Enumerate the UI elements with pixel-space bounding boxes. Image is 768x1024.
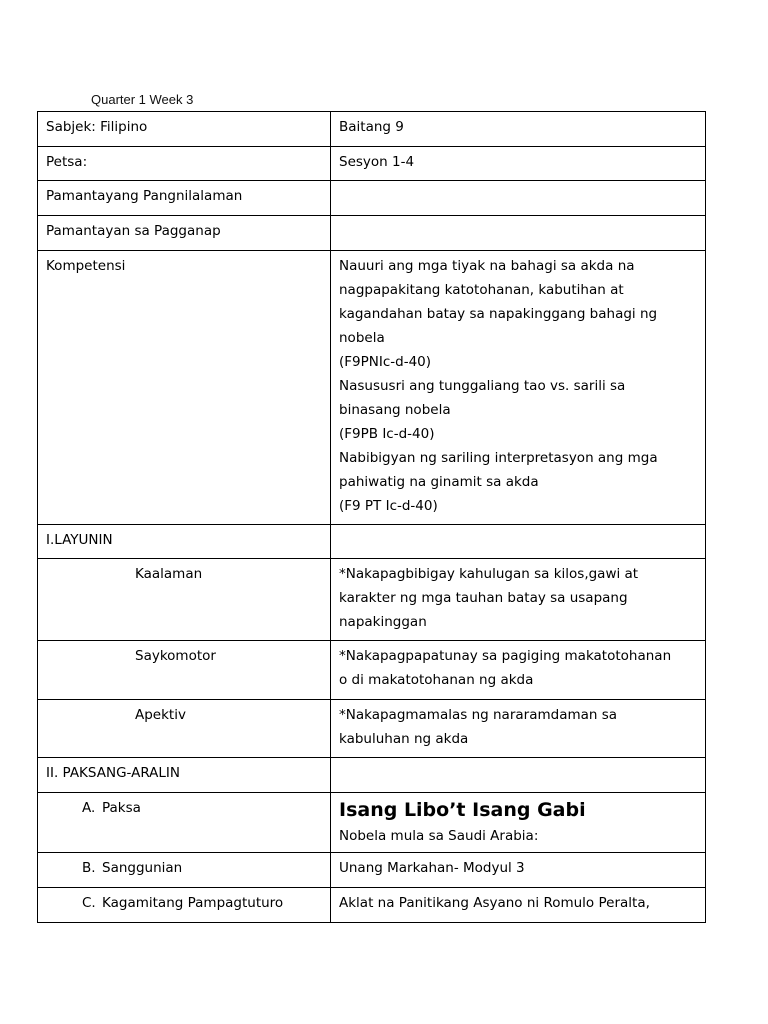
- paksa-label: [38, 793, 331, 853]
- pangnilalaman-label: Pamantayang Pangnilalaman: [38, 181, 331, 216]
- saykomotor-line: o di makatotohanan ng akda: [339, 672, 534, 688]
- pagganap-value: [331, 216, 706, 251]
- saykomotor-label: Saykomotor: [38, 641, 331, 700]
- kompetensi-value: [331, 251, 706, 525]
- kaalaman-line: *Nakapagbibigay kahulugan sa kilos,gawi at: [339, 566, 639, 582]
- sanggunian-text: Sanggunian: [102, 860, 183, 876]
- row-paksa: [38, 793, 706, 853]
- row-sabjek: [38, 112, 706, 147]
- petsa-label: Petsa:: [38, 147, 331, 181]
- kompetensi-line: Nauuri ang mga tiyak na bahagi sa akda na: [339, 258, 635, 274]
- paksang-aralin-label: II. PAKSANG-ARALIN: [38, 758, 331, 793]
- kompetensi-line: nobela: [339, 330, 385, 346]
- row-apektiv: [38, 700, 706, 758]
- kompetensi-line: Nabibigyan ng sariling interpretasyon ang mga: [339, 450, 658, 466]
- kagamitan-letter: C.: [82, 895, 96, 911]
- sanggunian-label: [38, 853, 331, 888]
- row-petsa: [38, 147, 706, 181]
- saykomotor-line: *Nakapagpapatunay sa pagiging makatotohanan: [339, 648, 672, 664]
- pangnilalaman-value: [331, 181, 706, 216]
- kaalaman-label: Kaalaman: [38, 559, 331, 641]
- kompetensi-line: binasang nobela: [339, 402, 451, 418]
- kompetensi-line: nagpapakitang katotohanan, kabutihan at: [339, 282, 624, 298]
- pagganap-label: Pamantayan sa Pagganap: [38, 216, 331, 251]
- apektiv-label: Apektiv: [38, 700, 331, 758]
- apektiv-value: [331, 700, 706, 758]
- layunin-label: I.LAYUNIN: [38, 525, 331, 559]
- kaalaman-line: napakinggan: [339, 614, 427, 630]
- sesyon-value: Sesyon 1-4: [331, 147, 706, 181]
- apektiv-line: *Nakapagmamalas ng nararamdaman sa: [339, 707, 618, 723]
- kompetensi-code: (F9 PT Ic-d-40): [339, 498, 438, 514]
- paksang-aralin-value: [331, 758, 706, 793]
- kompetensi-code: (F9PNIc-d-40): [339, 354, 432, 370]
- kagamitan-value: Aklat na Panitikang Asyano ni Romulo Peralta,: [331, 888, 706, 923]
- saykomotor-value: [331, 641, 706, 700]
- row-kagamitan: [38, 888, 706, 923]
- quarter-week-label: Quarter 1 Week 3: [91, 92, 194, 107]
- row-pagganap: [38, 216, 706, 251]
- apektiv-line: kabuluhan ng akda: [339, 731, 469, 747]
- kagamitan-label: [38, 888, 331, 923]
- paksa-title: Isang Libo’t Isang Gabi: [339, 799, 586, 821]
- kompetensi-label: Kompetensi: [38, 251, 331, 525]
- kompetensi-line: pahiwatig na ginamit sa akda: [339, 474, 539, 490]
- sabjek-label: Sabjek: Filipino: [38, 112, 331, 147]
- row-sanggunian: [38, 853, 706, 888]
- row-layunin: [38, 525, 706, 559]
- sanggunian-value: Unang Markahan- Modyul 3: [331, 853, 706, 888]
- kompetensi-line: kagandahan batay sa napakinggang bahagi ng: [339, 306, 658, 322]
- kagamitan-text: Kagamitang Pampagtuturo: [102, 895, 284, 911]
- kompetensi-code: (F9PB Ic-d-40): [339, 426, 435, 442]
- kaalaman-value: [331, 559, 706, 641]
- row-saykomotor: [38, 641, 706, 700]
- layunin-value: [331, 525, 706, 559]
- row-pangnilalaman: [38, 181, 706, 216]
- paksa-text: Paksa: [102, 800, 141, 816]
- row-kaalaman: [38, 559, 706, 641]
- kaalaman-line: karakter ng mga tauhan batay sa usapang: [339, 590, 628, 606]
- row-kompetensi: [38, 251, 706, 525]
- kompetensi-line: Nasususri ang tunggaliang tao vs. sarili sa: [339, 378, 626, 394]
- paksa-subtitle: Nobela mula sa Saudi Arabia:: [339, 828, 539, 844]
- paksa-value: [331, 793, 706, 853]
- sanggunian-letter: B.: [82, 860, 96, 876]
- lesson-plan-table: [37, 111, 706, 923]
- row-paksang-aralin: [38, 758, 706, 793]
- paksa-letter: A.: [82, 800, 96, 816]
- baitang-value: Baitang 9: [331, 112, 706, 147]
